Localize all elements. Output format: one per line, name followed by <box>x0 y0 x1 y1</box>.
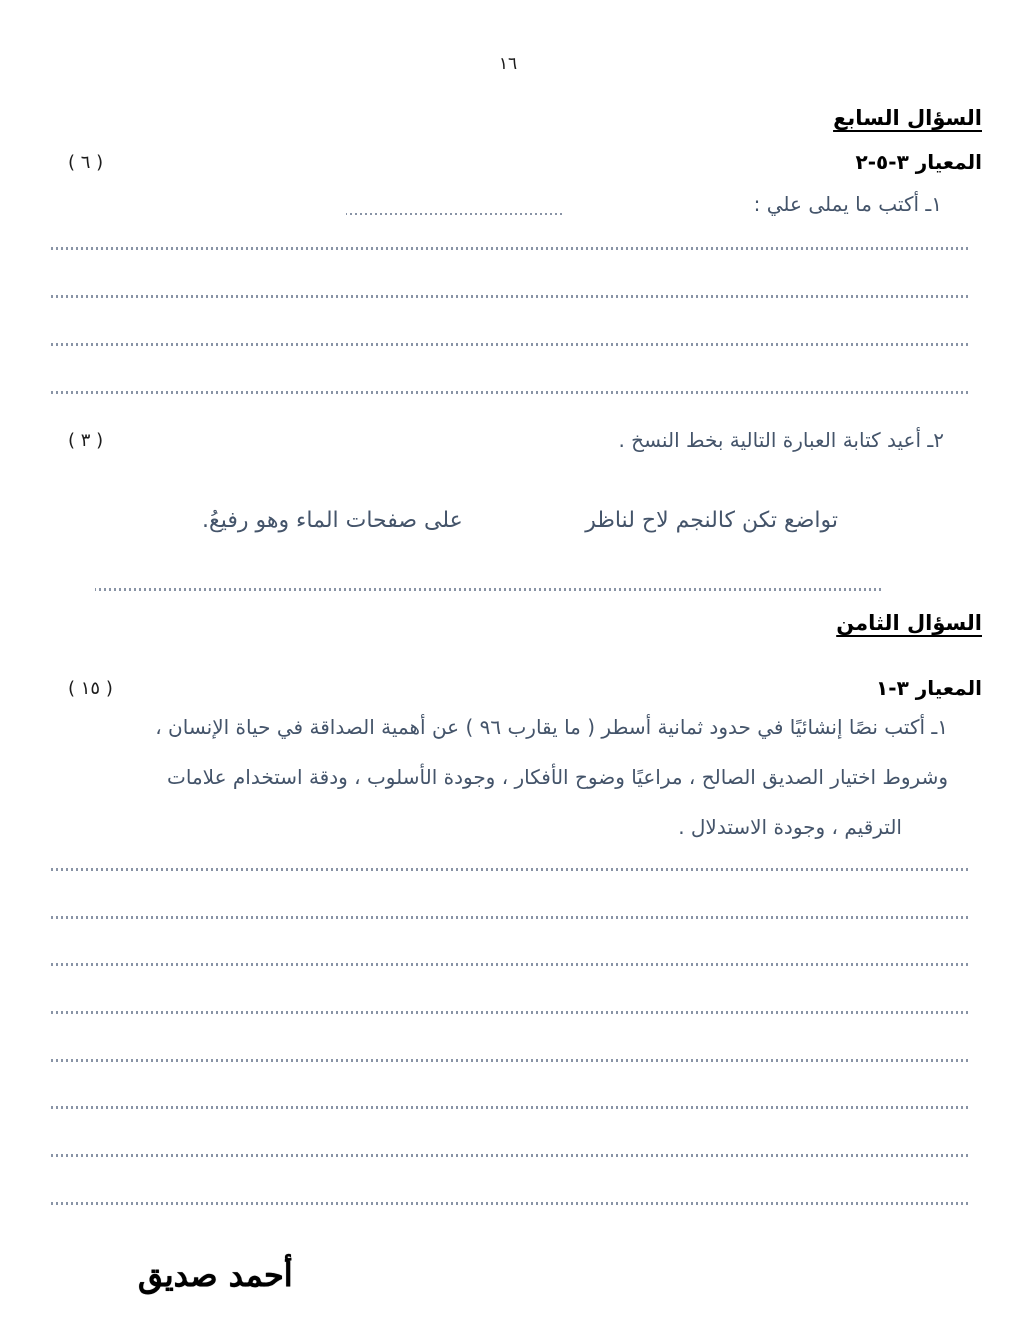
answer-line <box>50 1011 968 1014</box>
answer-line <box>48 295 968 298</box>
page-number: ١٦ <box>498 54 518 74</box>
question7-criterion: المعيار ٣-٥-٢ <box>855 150 982 174</box>
copy-phrase <box>202 508 838 533</box>
question8-paragraph-line3: الترقيم ، وجودة الاستدلال . <box>678 815 902 839</box>
answer-line <box>48 343 968 346</box>
item1-inline-answer-line <box>346 213 562 215</box>
question8-paragraph-line2: وشروط اختيار الصديق الصالح ، مراعيًا وضوح الأفكار ، وجودة الأسلوب ، ودقة استخدام علامات <box>167 765 948 789</box>
question8-marks: ( ١٥ ) <box>68 678 113 699</box>
answer-line <box>50 1059 968 1062</box>
phrase-first-hemistich: تواضع تكن كالنجم لاح لناظر <box>585 508 838 533</box>
question7-item2-label: ٢ـ أعيد كتابة العبارة التالية بخط النسخ . <box>618 428 944 452</box>
phrase-second-hemistich: على صفحات الماء وهو رفيعُ. <box>202 508 463 533</box>
question7-item2-marks: ( ٣ ) <box>68 430 104 451</box>
answer-line <box>50 916 968 919</box>
question8-title: السؤال الثامن <box>836 611 982 635</box>
question7-item1-label: ١ـ أكتب ما يملى علي : <box>753 192 942 216</box>
question8-criterion: المعيار ٣-١ <box>876 676 982 700</box>
answer-line <box>50 1106 968 1109</box>
question7-title: السؤال السابع <box>833 106 982 130</box>
question8-paragraph-line1: ١ـ أكتب نصًا إنشائيًا في حدود ثمانية أسطر ( ما يقارب ٩٦ ) عن أهمية الصداقة في حياة الإنسان ، <box>155 715 948 739</box>
answer-line <box>50 1202 968 1205</box>
answer-line <box>50 868 968 871</box>
phrase-answer-line <box>95 588 881 591</box>
answer-line <box>48 247 968 250</box>
answer-line <box>48 391 968 394</box>
question7-marks: ( ٦ ) <box>68 152 104 173</box>
answer-line <box>50 1154 968 1157</box>
answer-line <box>50 963 968 966</box>
teacher-signature: أحمد صديق <box>138 1256 293 1294</box>
